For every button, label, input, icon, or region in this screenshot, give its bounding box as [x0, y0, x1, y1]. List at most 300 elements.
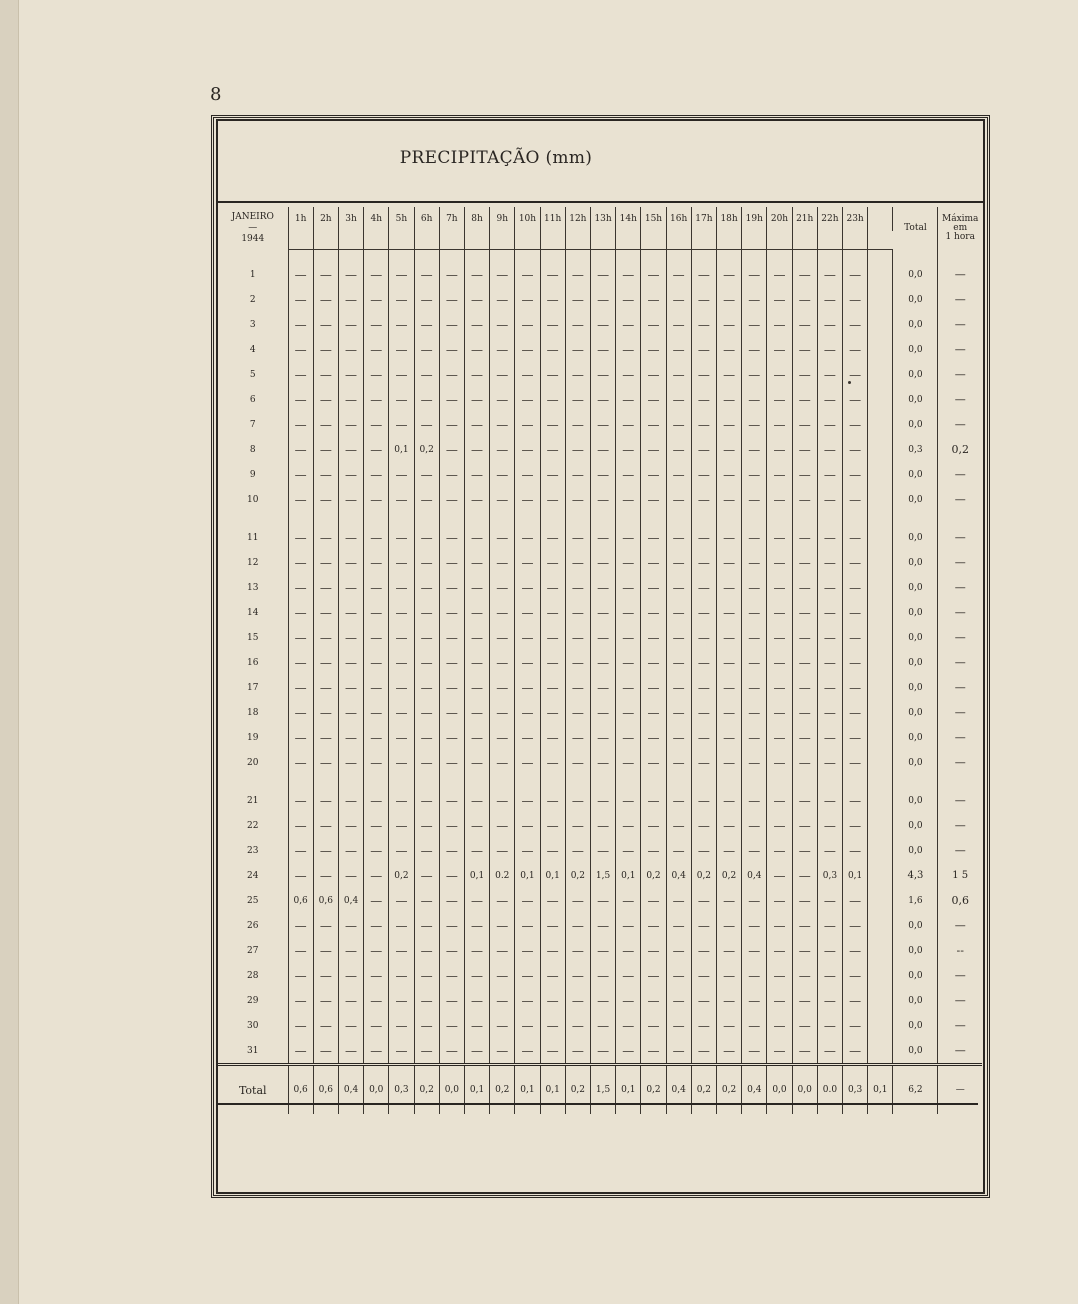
hour-value-cell: —	[464, 750, 489, 775]
hour-value-cell: —	[792, 437, 817, 462]
hour-value-cell: —	[716, 287, 741, 312]
table-row	[218, 838, 982, 863]
hour-value-cell: —	[767, 337, 792, 362]
hour-value-cell: —	[540, 550, 565, 575]
day-total-cell: 0,0	[893, 362, 938, 387]
spacer-cell	[792, 775, 817, 788]
hour-value-cell: —	[843, 1013, 868, 1038]
hour-value-cell: —	[313, 575, 338, 600]
hour-value-cell: —	[691, 600, 716, 625]
hour-value-cell: —	[792, 650, 817, 675]
hour-value-cell: —	[389, 575, 414, 600]
hour-value-cell: —	[565, 675, 590, 700]
hour-value-cell: —	[666, 700, 691, 725]
hour-value-cell: —	[439, 888, 464, 913]
hour-value-cell: —	[414, 312, 439, 337]
hour-value-cell: —	[691, 988, 716, 1013]
hour-value-cell: —	[389, 988, 414, 1013]
hour-value-cell: —	[439, 262, 464, 287]
hour-header-10: 10h	[515, 207, 540, 231]
hour-value-cell: —	[641, 813, 666, 838]
hour-value-cell: 0,1	[389, 437, 414, 462]
hour-value-cell: —	[843, 387, 868, 412]
day-cell: 22	[218, 813, 288, 838]
blank-hour-cell	[868, 988, 893, 1013]
hour-value-cell: —	[792, 788, 817, 813]
hour-value-cell: —	[792, 362, 817, 387]
hour-value-cell: 0,6	[313, 888, 338, 913]
hour-value-cell: —	[843, 963, 868, 988]
day-cell: 24	[218, 863, 288, 888]
hour-value-cell: —	[590, 487, 615, 512]
day-cell: 16	[218, 650, 288, 675]
hour-value-cell: —	[389, 913, 414, 938]
hour-value-cell: —	[540, 575, 565, 600]
hour-value-cell: —	[641, 625, 666, 650]
day-cell: 1	[218, 262, 288, 287]
hour-value-cell: —	[364, 750, 389, 775]
hour-value-cell: —	[843, 1038, 868, 1065]
blank-hour-cell	[868, 462, 893, 487]
table-row	[218, 700, 982, 725]
hour-value-cell: —	[843, 938, 868, 963]
hour-value-cell: —	[742, 525, 767, 550]
hour-value-cell: —	[338, 262, 363, 287]
hour-value-cell: —	[817, 700, 842, 725]
spacer-cell	[414, 512, 439, 525]
hour-value-cell: —	[590, 788, 615, 813]
spacer-cell	[565, 512, 590, 525]
month-year: 1944	[241, 233, 265, 244]
hour-value-cell: —	[843, 462, 868, 487]
day-max-cell: —	[954, 418, 966, 431]
hour-value-cell: —	[414, 550, 439, 575]
hour-value-cell: —	[817, 262, 842, 287]
hour-value-cell: —	[540, 700, 565, 725]
hour-value-cell: —	[313, 337, 338, 362]
spacer-cell	[616, 775, 641, 788]
hour-value-cell: —	[540, 362, 565, 387]
hour-value-cell: —	[716, 1038, 741, 1065]
hour-value-cell: —	[515, 700, 540, 725]
spacer-cell	[868, 775, 893, 788]
hour-value-cell: —	[439, 675, 464, 700]
hour-subheader-cell	[490, 231, 515, 250]
totals-label: Total	[218, 1065, 288, 1115]
hour-value-cell: —	[767, 650, 792, 675]
hour-value-cell: —	[616, 437, 641, 462]
hour-value-cell: —	[817, 312, 842, 337]
hour-value-cell: —	[313, 487, 338, 512]
hour-value-cell: —	[515, 788, 540, 813]
hour-total-cell: 0.0	[817, 1065, 842, 1115]
hour-value-cell: —	[288, 700, 313, 725]
hour-value-cell: —	[691, 337, 716, 362]
max-hour-header	[938, 207, 982, 250]
hour-value-cell: —	[464, 312, 489, 337]
hour-value-cell: —	[792, 287, 817, 312]
day-max-cell: —	[954, 318, 966, 331]
spacer-cell	[338, 250, 363, 263]
hour-value-cell: —	[439, 1013, 464, 1038]
hour-value-cell: —	[616, 700, 641, 725]
day-max-cell: —	[954, 293, 966, 306]
blank-hour-cell	[868, 312, 893, 337]
hour-value-cell: —	[843, 437, 868, 462]
hour-value-cell: —	[666, 725, 691, 750]
hour-total-cell: 0,3	[389, 1065, 414, 1115]
spacer-cell	[868, 250, 893, 263]
hour-value-cell: —	[439, 487, 464, 512]
hour-value-cell: —	[364, 1038, 389, 1065]
hour-value-cell: —	[414, 575, 439, 600]
hour-value-cell: —	[767, 625, 792, 650]
hour-value-cell: —	[616, 575, 641, 600]
hour-value-cell: —	[439, 412, 464, 437]
hour-value-cell: —	[338, 838, 363, 863]
hour-value-cell: —	[641, 963, 666, 988]
day-max-cell: —	[954, 581, 966, 594]
hour-value-cell: —	[414, 287, 439, 312]
hour-value-cell: —	[792, 600, 817, 625]
hour-value-cell: —	[288, 863, 313, 888]
hour-value-cell: —	[490, 625, 515, 650]
hour-value-cell: —	[817, 750, 842, 775]
hour-total-cell: 0,1	[616, 1065, 641, 1115]
hour-value-cell: —	[792, 525, 817, 550]
hour-value-cell: —	[464, 437, 489, 462]
day-cell: 29	[218, 988, 288, 1013]
spacer-cell	[666, 775, 691, 788]
blank-hour-cell	[868, 575, 893, 600]
hour-value-cell: —	[817, 988, 842, 1013]
hour-subheader-cell	[565, 231, 590, 250]
hour-total-cell: 0,4	[742, 1065, 767, 1115]
hour-value-cell: —	[439, 750, 464, 775]
hour-value-cell: —	[338, 575, 363, 600]
hour-subheader-cell	[338, 231, 363, 250]
hour-value-cell: —	[817, 487, 842, 512]
hour-value-cell: —	[439, 788, 464, 813]
day-total-cell: 0,0	[893, 938, 938, 963]
hour-value-cell: —	[414, 525, 439, 550]
hour-value-cell: —	[464, 550, 489, 575]
hour-value-cell: —	[439, 362, 464, 387]
day-max-cell: —	[954, 706, 966, 719]
hour-value-cell: —	[540, 675, 565, 700]
hour-value-cell: —	[540, 487, 565, 512]
hour-subheader-cell	[742, 231, 767, 250]
hour-value-cell: —	[389, 600, 414, 625]
hour-value-cell: —	[565, 1013, 590, 1038]
hour-value-cell: —	[792, 337, 817, 362]
hour-value-cell: —	[515, 675, 540, 700]
hour-value-cell: —	[364, 700, 389, 725]
spacer-cell	[590, 512, 615, 525]
hour-value-cell: —	[691, 750, 716, 775]
hour-value-cell: —	[843, 913, 868, 938]
hour-value-cell: —	[389, 650, 414, 675]
hour-value-cell: —	[716, 813, 741, 838]
hour-value-cell: —	[364, 262, 389, 287]
hour-value-cell: —	[565, 888, 590, 913]
hour-value-cell: —	[641, 725, 666, 750]
day-cell: 19	[218, 725, 288, 750]
day-total-cell: 0,0	[893, 487, 938, 512]
max-header-line: em	[953, 222, 968, 233]
hour-value-cell: —	[490, 700, 515, 725]
hour-value-cell: —	[792, 750, 817, 775]
grand-total-cell: 6,2	[893, 1065, 938, 1115]
hour-value-cell: —	[817, 575, 842, 600]
hour-value-cell: —	[792, 988, 817, 1013]
day-max-cell: —	[954, 556, 966, 569]
table-row	[218, 963, 982, 988]
hour-total-cell: 0,2	[691, 1065, 716, 1115]
hour-value-cell: —	[616, 262, 641, 287]
hour-value-cell: —	[817, 813, 842, 838]
hour-value-cell: —	[817, 675, 842, 700]
hour-value-cell: —	[817, 963, 842, 988]
hour-total-cell: 0,4	[666, 1065, 691, 1115]
hour-value-cell: 0,1	[843, 863, 868, 888]
hour-header-blank	[868, 207, 893, 231]
day-total-cell: 0,0	[893, 838, 938, 863]
hour-value-cell: —	[288, 437, 313, 462]
hour-value-cell: —	[414, 675, 439, 700]
hour-value-cell: —	[490, 362, 515, 387]
table-row	[218, 675, 982, 700]
hour-value-cell: —	[590, 287, 615, 312]
day-max-cell: —	[954, 994, 966, 1007]
day-max-cell: —	[954, 969, 966, 982]
table-row	[218, 938, 982, 963]
hour-value-cell: —	[565, 788, 590, 813]
day-max-cell: —	[954, 794, 966, 807]
hour-value-cell: —	[464, 262, 489, 287]
hour-value-cell: —	[338, 788, 363, 813]
hour-value-cell: —	[716, 362, 741, 387]
spacer-cell	[565, 775, 590, 788]
day-cell: 2	[218, 287, 288, 312]
hour-value-cell: —	[288, 938, 313, 963]
table-row	[218, 1013, 982, 1038]
grand-max-cell: —	[938, 1065, 982, 1115]
day-total-cell: 0,0	[893, 788, 938, 813]
hour-value-cell: —	[540, 262, 565, 287]
hour-value-cell: —	[288, 813, 313, 838]
spacer-cell	[716, 512, 741, 525]
hour-value-cell: —	[767, 312, 792, 337]
hour-value-cell: —	[691, 700, 716, 725]
hour-value-cell: —	[616, 913, 641, 938]
hour-value-cell: —	[843, 362, 868, 387]
day-total-cell: 0,0	[893, 750, 938, 775]
hour-value-cell: —	[843, 600, 868, 625]
hour-value-cell: —	[288, 287, 313, 312]
hour-value-cell: —	[843, 700, 868, 725]
spacer-cell	[817, 512, 842, 525]
hour-value-cell: —	[691, 575, 716, 600]
hour-value-cell: —	[691, 913, 716, 938]
spacer-cell	[691, 250, 716, 263]
hour-value-cell: —	[817, 387, 842, 412]
hour-value-cell: —	[666, 262, 691, 287]
day-max-cell: —	[954, 844, 966, 857]
hour-subheader-cell	[666, 231, 691, 250]
hour-value-cell: —	[313, 788, 338, 813]
hour-value-cell: —	[666, 462, 691, 487]
spacer-cell	[515, 250, 540, 263]
hour-header-9: 9h	[490, 207, 515, 231]
hour-header-21: 21h	[792, 207, 817, 231]
hour-value-cell: —	[490, 813, 515, 838]
hour-total-cell: 0,0	[439, 1065, 464, 1115]
hour-value-cell: —	[843, 312, 868, 337]
hour-value-cell: —	[843, 525, 868, 550]
hour-value-cell: —	[716, 650, 741, 675]
hour-value-cell: 0,3	[817, 863, 842, 888]
hour-value-cell: —	[414, 650, 439, 675]
hour-value-cell: —	[691, 550, 716, 575]
hour-value-cell: —	[288, 1038, 313, 1065]
spacer-cell	[414, 775, 439, 788]
spacer-cell	[817, 250, 842, 263]
hour-header-1: 1h	[288, 207, 313, 231]
table-row	[218, 750, 982, 775]
hour-value-cell: 0,1	[540, 863, 565, 888]
spacer-cell	[288, 775, 313, 788]
day-total-cell: 0,0	[893, 675, 938, 700]
hour-value-cell: —	[641, 437, 666, 462]
spacer-cell	[364, 775, 389, 788]
hour-value-cell: —	[616, 600, 641, 625]
hour-value-cell: —	[389, 487, 414, 512]
hour-value-cell: —	[389, 550, 414, 575]
hour-value-cell: —	[515, 963, 540, 988]
blank-hour-cell	[868, 600, 893, 625]
day-cell: 10	[218, 487, 288, 512]
hour-value-cell: —	[464, 1038, 489, 1065]
hour-value-cell: —	[338, 938, 363, 963]
day-cell: 17	[218, 675, 288, 700]
hour-value-cell: —	[691, 963, 716, 988]
hour-value-cell: —	[439, 700, 464, 725]
hour-value-cell: —	[464, 650, 489, 675]
hour-value-cell: —	[641, 575, 666, 600]
hour-value-cell: —	[364, 725, 389, 750]
hour-subheader-cell	[288, 231, 313, 250]
blank-hour-cell	[868, 487, 893, 512]
hour-value-cell: —	[590, 312, 615, 337]
hour-value-cell: —	[641, 525, 666, 550]
hour-value-cell: —	[313, 525, 338, 550]
spacer-cell	[540, 250, 565, 263]
hour-value-cell: —	[540, 888, 565, 913]
hour-value-cell: —	[742, 988, 767, 1013]
hour-value-cell: —	[817, 650, 842, 675]
hour-value-cell: —	[439, 863, 464, 888]
hour-value-cell: —	[767, 675, 792, 700]
hour-value-cell: —	[439, 988, 464, 1013]
hour-total-cell: 0,2	[414, 1065, 439, 1115]
hour-value-cell: —	[616, 788, 641, 813]
hour-value-cell: —	[641, 1013, 666, 1038]
table-row	[218, 725, 982, 750]
hour-value-cell: —	[843, 788, 868, 813]
hour-value-cell: —	[313, 412, 338, 437]
hour-value-cell: —	[616, 362, 641, 387]
hour-value-cell: —	[616, 312, 641, 337]
hour-subheader-cell	[515, 231, 540, 250]
hour-value-cell: —	[364, 675, 389, 700]
table-row	[218, 362, 982, 387]
day-max-cell: —	[954, 681, 966, 694]
table-row	[218, 988, 982, 1013]
day-max-cell: —	[954, 606, 966, 619]
day-total-cell: 0,0	[893, 988, 938, 1013]
spacer-cell	[464, 512, 489, 525]
hour-total-cell: 0,2	[641, 1065, 666, 1115]
hour-value-cell: —	[565, 750, 590, 775]
hour-value-cell: —	[515, 1013, 540, 1038]
hour-value-cell: —	[590, 387, 615, 412]
hour-header-13: 13h	[590, 207, 615, 231]
hour-value-cell: —	[540, 337, 565, 362]
hour-value-cell: —	[843, 888, 868, 913]
blank-hour-cell	[868, 750, 893, 775]
hour-value-cell: —	[565, 262, 590, 287]
day-cell: 21	[218, 788, 288, 813]
page-number: 8	[210, 84, 222, 105]
hour-value-cell: —	[742, 750, 767, 775]
hour-value-cell: —	[843, 750, 868, 775]
hour-value-cell: —	[817, 437, 842, 462]
hour-value-cell: —	[490, 575, 515, 600]
hour-value-cell: —	[364, 788, 389, 813]
hour-value-cell: —	[666, 1013, 691, 1038]
hour-value-cell: —	[288, 838, 313, 863]
hour-value-cell: —	[767, 550, 792, 575]
hour-total-cell: 0,6	[313, 1065, 338, 1115]
blank-hour-cell	[868, 412, 893, 437]
hour-value-cell: —	[742, 550, 767, 575]
hour-value-cell: —	[817, 1013, 842, 1038]
hour-value-cell: —	[616, 813, 641, 838]
hour-value-cell: —	[464, 813, 489, 838]
hour-value-cell: —	[792, 813, 817, 838]
hour-value-cell: —	[364, 913, 389, 938]
hour-value-cell: —	[817, 913, 842, 938]
hour-value-cell: —	[288, 963, 313, 988]
hour-value-cell: —	[616, 888, 641, 913]
hour-header-14: 14h	[616, 207, 641, 231]
hour-value-cell: —	[288, 412, 313, 437]
hour-value-cell: —	[565, 913, 590, 938]
hour-value-cell: —	[313, 1038, 338, 1065]
hour-value-cell: —	[716, 913, 741, 938]
hour-value-cell: —	[288, 312, 313, 337]
hour-value-cell: —	[414, 412, 439, 437]
hour-value-cell: —	[439, 525, 464, 550]
hour-value-cell: —	[364, 487, 389, 512]
hour-value-cell: —	[641, 312, 666, 337]
hour-value-cell: 0,1	[464, 863, 489, 888]
spacer-cell	[938, 775, 982, 788]
hour-header-11: 11h	[540, 207, 565, 231]
hour-value-cell: —	[389, 938, 414, 963]
spacer-row	[218, 512, 982, 525]
